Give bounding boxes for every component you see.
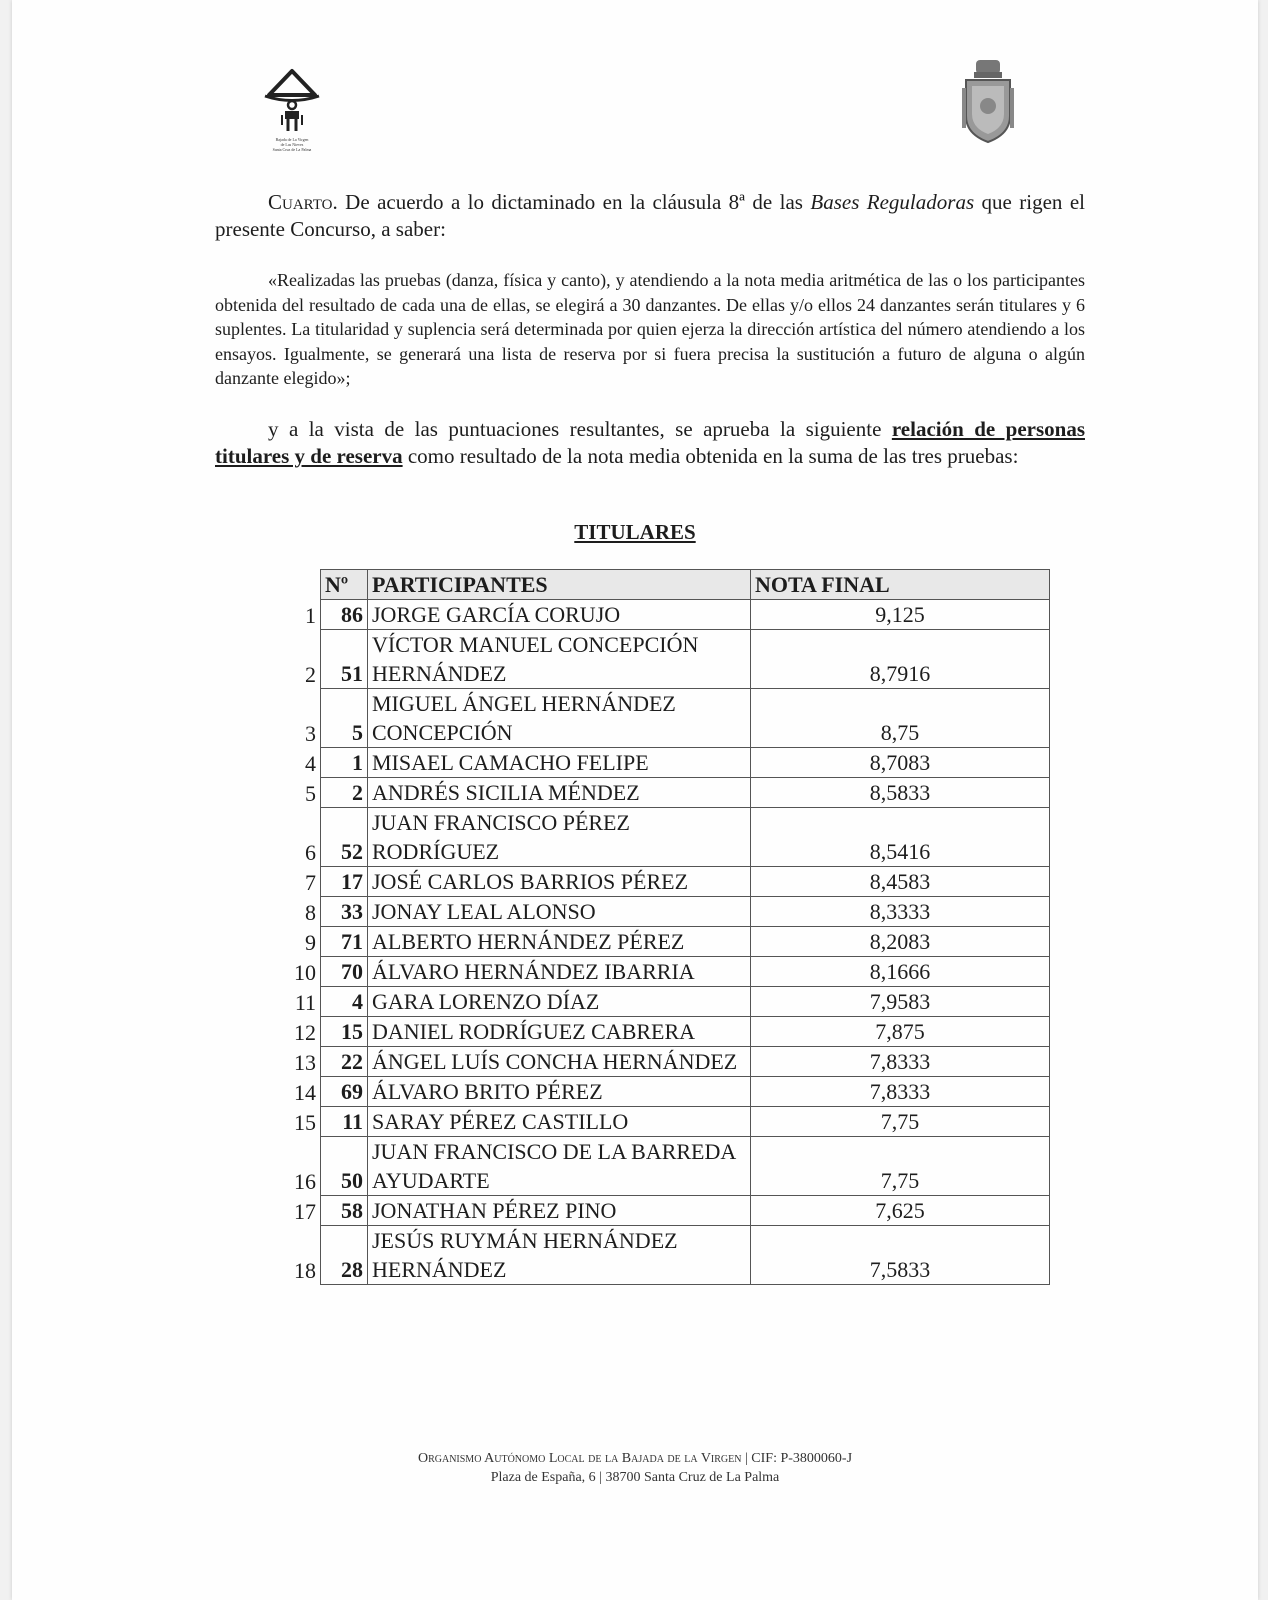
paragraph-cuarto: [215, 189, 1085, 243]
table-row: [284, 600, 1050, 630]
row-rank: 10: [294, 959, 316, 985]
footer: [12, 1449, 1258, 1487]
paragraph-text: y a la vista de las puntuaciones resultantes, se aprueba la siguiente: [268, 417, 892, 441]
participants-header: PARTICIPANTES: [368, 570, 751, 600]
row-rank: 2: [305, 661, 316, 687]
final-score: 8,2083: [751, 927, 1050, 957]
participant-name: JONAY LEAL ALONSO: [368, 897, 751, 927]
row-rank: 16: [294, 1168, 316, 1194]
participant-number: 15: [321, 1017, 368, 1047]
logo-caption-line: Bajada de La Virgen: [275, 137, 309, 142]
final-score: 8,3333: [751, 897, 1050, 927]
final-score: 7,625: [751, 1196, 1050, 1226]
row-rank: 9: [305, 929, 316, 955]
final-score: 7,9583: [751, 987, 1050, 1017]
table-row: [284, 689, 1050, 748]
participant-name: ALBERTO HERNÁNDEZ PÉREZ: [368, 927, 751, 957]
row-rank: 8: [305, 899, 316, 925]
table-row: [284, 1226, 1050, 1285]
row-rank: 1: [305, 602, 316, 628]
row-rank: 11: [294, 989, 316, 1015]
table-row: [284, 1196, 1050, 1226]
row-rank: 13: [294, 1049, 316, 1075]
bajada-logo: [257, 65, 327, 165]
final-score: 8,7916: [751, 630, 1050, 689]
final-score: 8,5416: [751, 808, 1050, 867]
participant-name: JUAN FRANCISCO DE LA BARREDA AYUDARTE: [368, 1137, 751, 1196]
participant-number: 28: [321, 1226, 368, 1285]
participant-number: 33: [321, 897, 368, 927]
table-row: [284, 778, 1050, 808]
rank-header: [284, 570, 321, 600]
final-score: 8,4583: [751, 867, 1050, 897]
final-score: 8,7083: [751, 748, 1050, 778]
coat-of-arms-logo: [960, 58, 1016, 148]
participant-name: JONATHAN PÉREZ PINO: [368, 1196, 751, 1226]
participant-name: GARA LORENZO DÍAZ: [368, 987, 751, 1017]
participant-name: SARAY PÉREZ CASTILLO: [368, 1107, 751, 1137]
paragraph-relacion: [215, 416, 1085, 470]
row-rank: 15: [294, 1109, 316, 1135]
logo-caption-line: de Las Nieves: [280, 142, 304, 147]
participant-name: MISAEL CAMACHO FELIPE: [368, 748, 751, 778]
paragraph-lead: Cuarto.: [268, 190, 338, 214]
participant-number: 71: [321, 927, 368, 957]
table-header-row: [284, 570, 1050, 600]
final-score: 7,8333: [751, 1047, 1050, 1077]
final-score: 7,75: [751, 1107, 1050, 1137]
row-rank: 18: [294, 1257, 316, 1283]
table-row: [284, 1017, 1050, 1047]
relacion-highlight: relación de personas titulares y de reserva: [215, 417, 1085, 468]
participant-name: ÁNGEL LUÍS CONCHA HERNÁNDEZ: [368, 1047, 751, 1077]
participant-number: 5: [321, 689, 368, 748]
participant-number: 11: [321, 1107, 368, 1137]
titulares-table: [284, 569, 1050, 1285]
participant-name: ÁLVARO HERNÁNDEZ IBARRIA: [368, 957, 751, 987]
participant-number: 17: [321, 867, 368, 897]
final-score: 9,125: [751, 600, 1050, 630]
table-row: [284, 748, 1050, 778]
participant-number: 22: [321, 1047, 368, 1077]
participant-name: VÍCTOR MANUEL CONCEPCIÓN HERNÁNDEZ: [368, 630, 751, 689]
bases-reguladoras-text: Bases Reguladoras: [810, 190, 975, 214]
final-score: 8,1666: [751, 957, 1050, 987]
row-rank: 7: [305, 869, 316, 895]
participant-number: 86: [321, 600, 368, 630]
participant-name: JESÚS RUYMÁN HERNÁNDEZ HERNÁNDEZ: [368, 1226, 751, 1285]
table-row: [284, 1137, 1050, 1196]
participant-number: 58: [321, 1196, 368, 1226]
table-row: [284, 897, 1050, 927]
logo-caption-line: Santa Cruz de La Palma: [272, 147, 312, 152]
table-row: [284, 867, 1050, 897]
row-rank: 6: [305, 839, 316, 865]
final-score: 7,5833: [751, 1226, 1050, 1285]
table-row: [284, 1047, 1050, 1077]
quote-paragraph: «Realizadas las pruebas (danza, física y canto), y atendiendo a la nota media aritmética de las o los participantes obtenida del resultado de cada una de ellas, se elegirá a 30 danzantes. De ellas y/o ellos 24 danzantes serán titulares y 6 suplentes. La titularidad y suplencia será determinada por quien ejerza la dirección artística del número atendiendo a los ensayos. Igualmente, se generará una lista de reserva por si fuera precisa la sustitución a futuro de alguna o algún danzante elegido»;: [215, 270, 1085, 388]
row-rank: 3: [305, 720, 316, 746]
final-score: 7,75: [751, 1137, 1050, 1196]
row-rank: 5: [305, 780, 316, 806]
participant-name: JUAN FRANCISCO PÉREZ RODRÍGUEZ: [368, 808, 751, 867]
participant-name: ANDRÉS SICILIA MÉNDEZ: [368, 778, 751, 808]
table-row: [284, 1107, 1050, 1137]
table-row: [284, 957, 1050, 987]
paragraph-text: De acuerdo a lo dictaminado en la cláusula 8ª de las: [337, 190, 811, 214]
final-score: 8,75: [751, 689, 1050, 748]
participant-number: 1: [321, 748, 368, 778]
participant-name: JORGE GARCÍA CORUJO: [368, 600, 751, 630]
final-score: 8,5833: [751, 778, 1050, 808]
participant-number: 69: [321, 1077, 368, 1107]
participant-number: 51: [321, 630, 368, 689]
coat-of-arms-icon: [960, 58, 1016, 148]
row-rank: 4: [305, 750, 316, 776]
table-row: [284, 987, 1050, 1017]
dancer-hat-logo-icon: [261, 65, 323, 135]
table-row: [284, 927, 1050, 957]
paragraph-text: que rigen el presente Concurso, a saber:: [215, 190, 1086, 241]
participant-name: JOSÉ CARLOS BARRIOS PÉREZ: [368, 867, 751, 897]
final-score: 7,8333: [751, 1077, 1050, 1107]
table-row: [284, 1077, 1050, 1107]
score-header: NOTA FINAL: [751, 570, 1050, 600]
participant-number: 50: [321, 1137, 368, 1196]
participant-name: MIGUEL ÁNGEL HERNÁNDEZ CONCEPCIÓN: [368, 689, 751, 748]
table-row: [284, 808, 1050, 867]
footer-organization: Organismo Autónomo Local de la Bajada de la Virgen | CIF: P-3800060-J: [417, 1451, 853, 1466]
document-page: [12, 0, 1258, 1600]
footer-address: Plaza de España, 6 | 38700 Santa Cruz de La Palma: [490, 1470, 780, 1485]
row-rank: 17: [294, 1198, 316, 1224]
participant-number: 4: [321, 987, 368, 1017]
participant-number: 70: [321, 957, 368, 987]
participant-name: ÁLVARO BRITO PÉREZ: [368, 1077, 751, 1107]
num-header: Nº: [321, 570, 368, 600]
section-title: TITULARES: [574, 520, 696, 544]
participant-number: 52: [321, 808, 368, 867]
row-rank: 12: [294, 1019, 316, 1045]
participant-name: DANIEL RODRÍGUEZ CABRERA: [368, 1017, 751, 1047]
final-score: 7,875: [751, 1017, 1050, 1047]
row-rank: 14: [294, 1079, 316, 1105]
participant-number: 2: [321, 778, 368, 808]
paragraph-text: como resultado de la nota media obtenida en la suma de las tres pruebas:: [402, 444, 1019, 468]
table-row: [284, 630, 1050, 689]
